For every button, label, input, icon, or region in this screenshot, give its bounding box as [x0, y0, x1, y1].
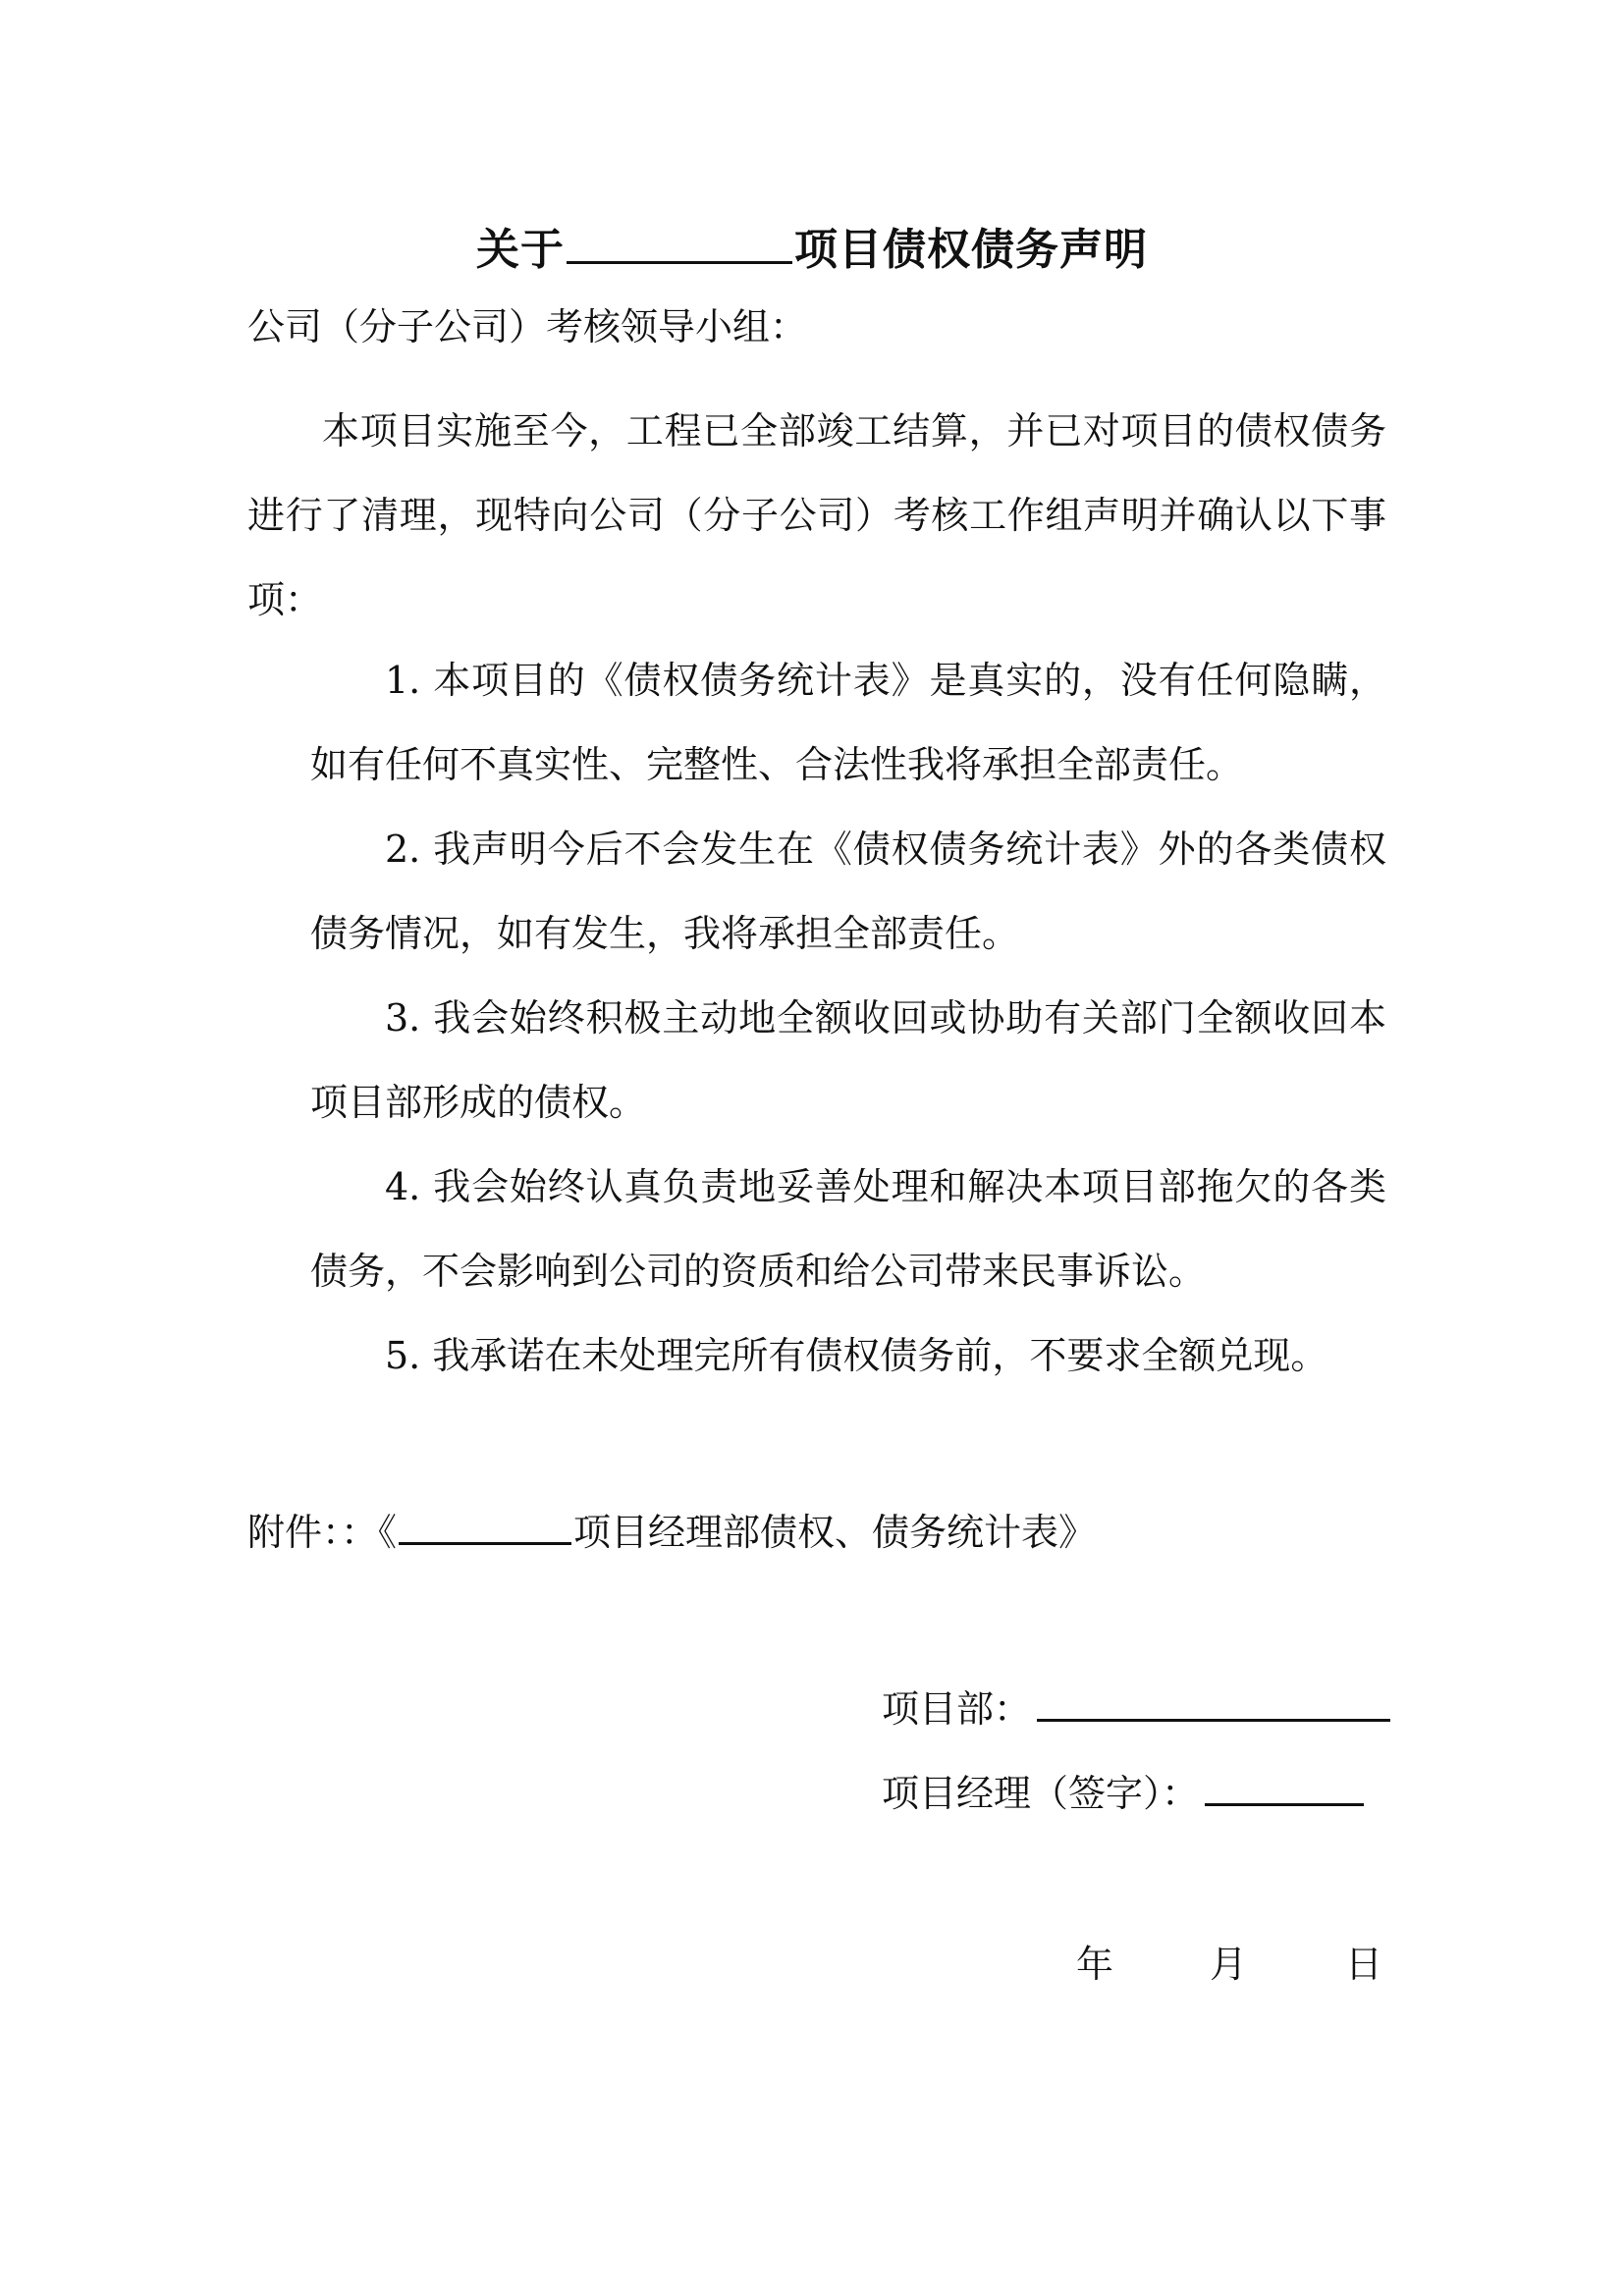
attachment-suffix: 项目经理部债权、债务统计表》	[573, 1511, 1097, 1554]
declaration-item-2: 2. 我声明今后不会发生在《债权债务统计表》外的各类债权债务情况，如有发生，我将承担全部责任。	[310, 828, 1386, 955]
signature-dept-line	[882, 1679, 1390, 1733]
title-suffix: 项目债权债务声明	[794, 225, 1148, 275]
declaration-item-1: 1. 本项目的《债权债务统计表》是真实的，没有任何隐瞒，如有任何不真实性、完整性、合法性我将承担全部责任。	[310, 659, 1386, 786]
signature-dept-blank	[1037, 1685, 1390, 1722]
date-year: 年	[1076, 1943, 1114, 1986]
declaration-item-4: 4. 我会始终认真负责地妥善处理和解决本项目部拖欠的各类债务，不会影响到公司的资质和给公司带来民事诉讼。	[310, 1165, 1386, 1293]
date-month: 月	[1210, 1943, 1248, 1986]
declaration-item-3: 3. 我会始终积极主动地全额收回或协助有关部门全额收回本项目部形成的债权。	[310, 996, 1386, 1124]
attachment-prefix: 附件：：《	[247, 1511, 398, 1554]
date-day: 日	[1345, 1943, 1383, 1986]
attachment-line	[247, 1502, 1096, 1556]
signature-dept-label: 项目部：	[882, 1687, 1032, 1731]
signature-manager-line	[882, 1763, 1364, 1817]
signature-manager-label: 项目经理（签字）：	[882, 1772, 1200, 1815]
attachment-project-blank	[399, 1509, 571, 1545]
declaration-item-5: 5. 我承诺在未处理完所有债权债务前，不要求全额兑现。	[385, 1334, 1328, 1377]
intro-paragraph: 本项目实施至今，工程已全部竣工结算，并已对项目的债权债务进行了清理，现特向公司（分子公司）考核工作组声明并确认以下事项：	[247, 409, 1386, 621]
salutation: 公司（分子公司）考核领导小组：	[247, 305, 808, 348]
title-prefix: 关于	[476, 225, 565, 275]
title-project-name-blank	[567, 222, 792, 264]
document-title	[0, 214, 1624, 277]
signature-manager-blank	[1205, 1770, 1364, 1806]
